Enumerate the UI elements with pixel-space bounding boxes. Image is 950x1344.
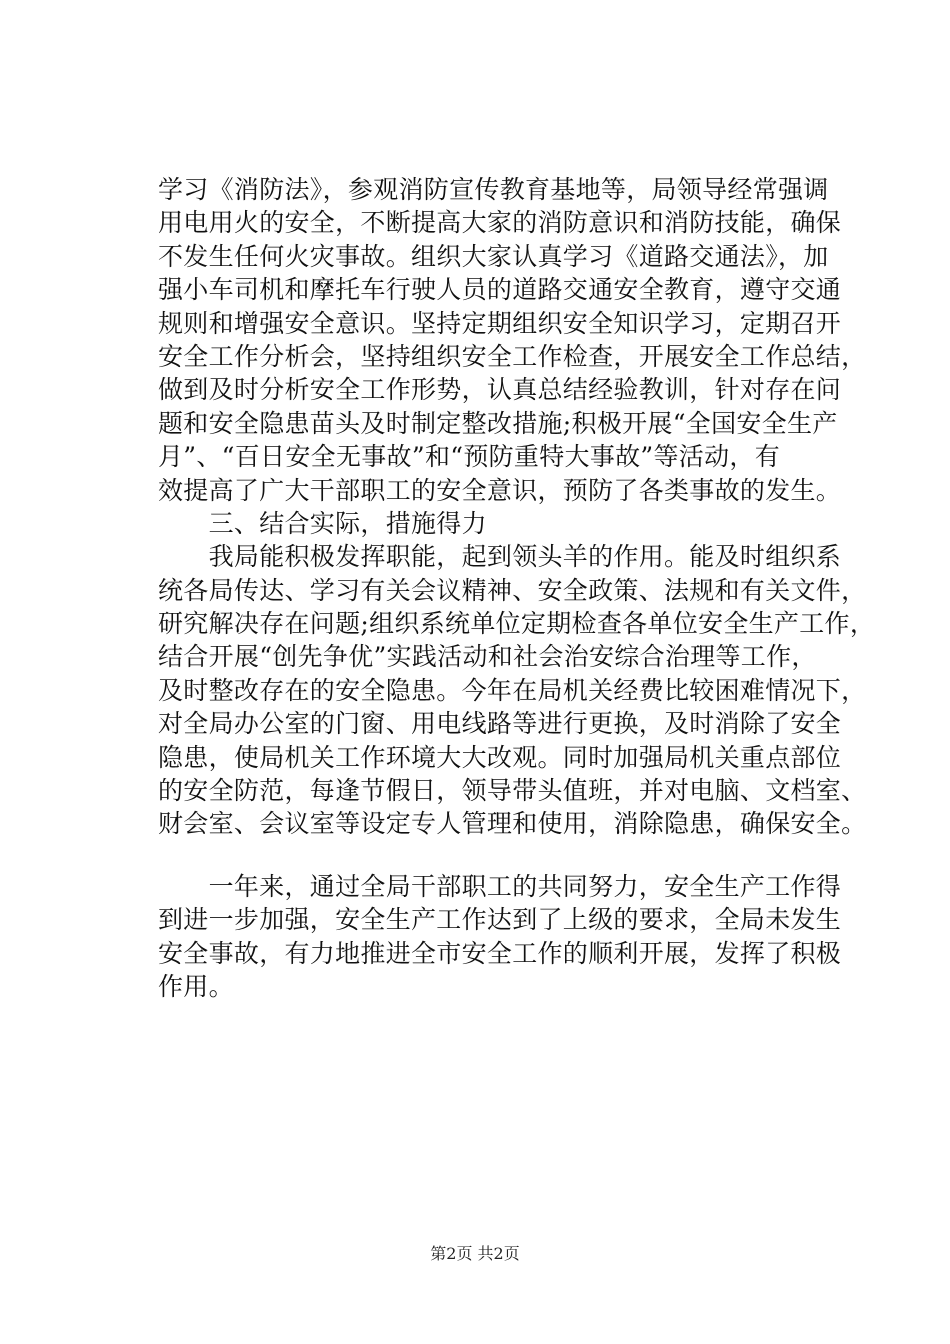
section-heading: 三、结合实际，措施得力 [158,508,487,538]
text-line: 学习《消防法》，参观消防宣传教育基地等，局领导经常强调 [158,175,829,204]
text-line: 的安全防范，每逢节假日，领导带头值班，并对电脑、文档室、 [158,776,867,806]
text-line: 隐患，使局机关工作环境大大改观。同时加强局机关重点部位 [158,742,842,772]
text-line: 结合开展“创先争优”实践活动和社会治安综合治理等工作， [158,642,817,672]
text-line: 效提高了广大干部职工的安全意识，预防了各类事故的发生。 [158,475,842,505]
closing-line: 作用。 [158,971,234,1001]
text-line: 不发生任何火灾事故。组织大家认真学习《道路交通法》，加 [158,241,829,271]
paragraph-gap [158,841,848,870]
text-line: 对全局办公室的门窗、用电线路等进行更换，及时消除了安全 [158,709,842,739]
closing-line: 安全事故，有力地推进全市安全工作的顺利开展，发挥了积极 [158,938,842,968]
page-number-footer: 第2页 共2页 [430,1244,520,1263]
text-line: 做到及时分析安全工作形势，认真总结经验教训，针对存在问 [158,375,842,405]
text-line: 财会室、会议室等设定专人管理和使用，消除隐患，确保安全。 [158,809,867,839]
closing-line: 到进一步加强，安全生产工作达到了上级的要求，全局未发生 [158,905,842,935]
text-line: 统各局传达、学习有关会议精神、安全政策、法规和有关文件， [158,575,867,605]
text-line: 题和安全隐患苗头及时制定整改措施;积极开展“全国安全生产 [158,408,838,438]
text-line: 规则和增强安全意识。坚持定期组织安全知识学习，定期召开 [158,308,842,338]
text-line: 及时整改存在的安全隐患。今年在局机关经费比较困难情况下， [158,675,867,705]
text-line: 强小车司机和摩托车行驶人员的道路交通安全教育，遵守交通 [158,275,842,305]
text-line: 月”、“百日安全无事故”和“预防重特大事故”等活动，有 [158,442,781,472]
closing-line: 一年来，通过全局干部职工的共同努力，安全生产工作得 [158,871,842,901]
text-line: 用电用火的安全，不断提高大家的消防意识和消防技能，确保 [158,208,842,238]
document-body [158,173,876,1003]
text-line: 安全工作分析会，坚持组织安全工作检查，开展安全工作总结， [158,341,867,371]
text-line: 研究解决存在问题;组织系统单位定期检查各单位安全生产工作， [158,609,876,639]
text-line: 我局能积极发挥职能，起到领头羊的作用。能及时组织系 [158,542,842,572]
